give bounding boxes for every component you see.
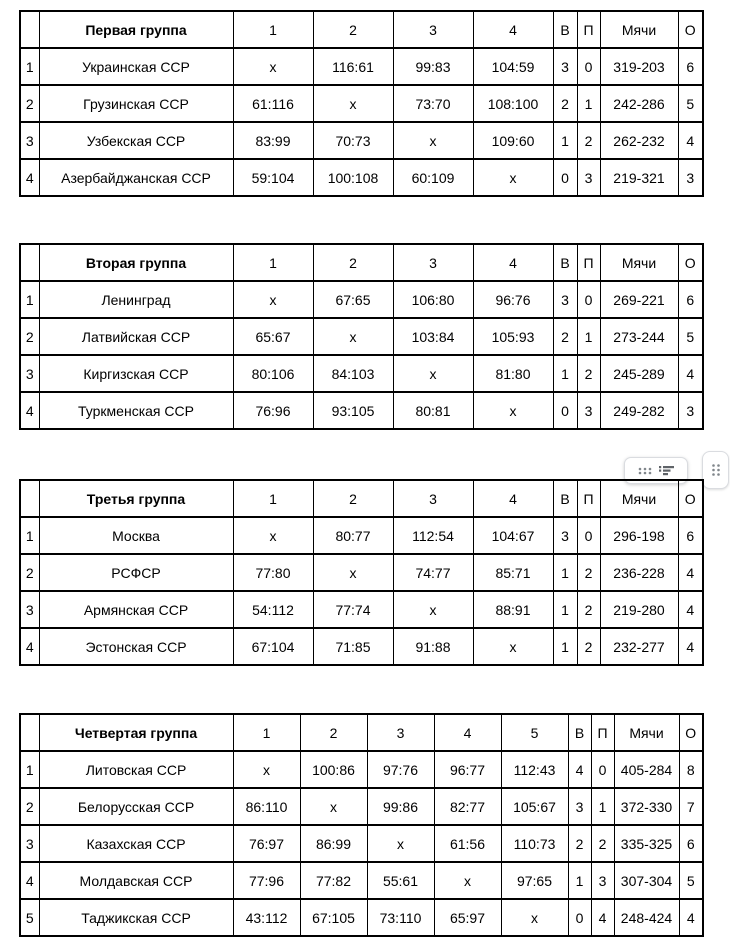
points-cell[interactable]: 4 bbox=[678, 122, 703, 159]
losses-col-header[interactable]: П bbox=[577, 244, 600, 281]
points-cell[interactable]: 3 bbox=[678, 159, 703, 196]
losses-cell[interactable]: 0 bbox=[591, 751, 614, 788]
team-row bbox=[20, 85, 703, 122]
team-name[interactable]: Азербайджанская ССР bbox=[39, 159, 233, 196]
row-number[interactable]: 2 bbox=[20, 318, 39, 355]
row-number[interactable]: 2 bbox=[20, 554, 39, 591]
balls-cell[interactable]: 405-284 bbox=[614, 751, 679, 788]
opponent-col-header-1[interactable]: 1 bbox=[233, 714, 300, 751]
row-number[interactable]: 2 bbox=[20, 85, 39, 122]
header-row bbox=[20, 244, 703, 281]
score-cell[interactable]: x bbox=[393, 122, 473, 159]
team-row bbox=[20, 281, 703, 318]
score-cell[interactable]: 97:65 bbox=[501, 862, 568, 899]
points-cell[interactable]: 6 bbox=[679, 825, 703, 862]
score-cell[interactable]: x bbox=[313, 85, 393, 122]
score-cell[interactable]: x bbox=[473, 628, 553, 665]
score-cell[interactable]: 70:73 bbox=[313, 122, 393, 159]
score-cell[interactable]: 99:86 bbox=[367, 788, 434, 825]
score-cell[interactable]: 103:84 bbox=[393, 318, 473, 355]
team-row bbox=[20, 318, 703, 355]
team-name[interactable]: Эстонская ССР bbox=[39, 628, 233, 665]
team-name[interactable]: Украинская ССР bbox=[39, 48, 233, 85]
balls-cell[interactable]: 296-198 bbox=[600, 517, 678, 554]
score-cell[interactable]: x bbox=[501, 899, 568, 936]
header-row bbox=[20, 11, 703, 48]
losses-cell[interactable]: 2 bbox=[577, 628, 600, 665]
team-row bbox=[20, 862, 703, 899]
score-cell[interactable]: x bbox=[434, 862, 501, 899]
opponent-col-header-3[interactable]: 3 bbox=[367, 714, 434, 751]
score-cell[interactable]: 104:67 bbox=[473, 517, 553, 554]
wins-cell[interactable]: 3 bbox=[553, 517, 577, 554]
balls-col-header[interactable]: Мячи bbox=[600, 244, 678, 281]
score-cell[interactable]: 60:109 bbox=[393, 159, 473, 196]
team-row bbox=[20, 355, 703, 392]
opponent-col-header-4[interactable]: 4 bbox=[473, 480, 553, 517]
score-cell[interactable]: 112:43 bbox=[501, 751, 568, 788]
score-cell[interactable]: 76:97 bbox=[233, 825, 300, 862]
losses-cell[interactable]: 1 bbox=[577, 85, 600, 122]
score-cell[interactable]: 77:96 bbox=[233, 862, 300, 899]
score-cell[interactable]: 82:77 bbox=[434, 788, 501, 825]
score-cell[interactable]: x bbox=[313, 318, 393, 355]
opponent-col-header-4[interactable]: 4 bbox=[473, 244, 553, 281]
score-cell[interactable]: 65:97 bbox=[434, 899, 501, 936]
group-table-2 bbox=[19, 243, 704, 430]
balls-cell[interactable]: 245-289 bbox=[600, 355, 678, 392]
team-row bbox=[20, 159, 703, 196]
wins-col-header[interactable]: В bbox=[553, 480, 577, 517]
points-cell[interactable]: 6 bbox=[678, 48, 703, 85]
losses-cell[interactable]: 2 bbox=[577, 122, 600, 159]
score-cell[interactable]: 85:71 bbox=[473, 554, 553, 591]
score-cell[interactable]: 74:77 bbox=[393, 554, 473, 591]
wins-cell[interactable]: 2 bbox=[568, 825, 591, 862]
row-number[interactable]: 4 bbox=[20, 628, 39, 665]
team-row bbox=[20, 591, 703, 628]
score-cell[interactable]: x bbox=[367, 825, 434, 862]
losses-cell[interactable]: 3 bbox=[577, 159, 600, 196]
score-cell[interactable]: 97:76 bbox=[367, 751, 434, 788]
points-cell[interactable]: 4 bbox=[678, 554, 703, 591]
score-cell[interactable]: 73:110 bbox=[367, 899, 434, 936]
losses-col-header[interactable]: П bbox=[591, 714, 614, 751]
score-cell[interactable]: 43:112 bbox=[233, 899, 300, 936]
points-cell[interactable]: 5 bbox=[678, 318, 703, 355]
balls-cell[interactable]: 307-304 bbox=[614, 862, 679, 899]
score-cell[interactable]: 100:86 bbox=[300, 751, 367, 788]
losses-cell[interactable]: 2 bbox=[577, 355, 600, 392]
team-name[interactable]: Молдавская ССР bbox=[39, 862, 233, 899]
losses-cell[interactable]: 2 bbox=[577, 554, 600, 591]
wins-cell[interactable]: 1 bbox=[568, 862, 591, 899]
score-cell[interactable]: 104:59 bbox=[473, 48, 553, 85]
points-cell[interactable]: 4 bbox=[678, 591, 703, 628]
losses-col-header[interactable]: П bbox=[577, 480, 600, 517]
opponent-col-header-5[interactable]: 5 bbox=[501, 714, 568, 751]
score-cell[interactable]: 86:99 bbox=[300, 825, 367, 862]
opponent-col-header-2[interactable]: 2 bbox=[300, 714, 367, 751]
opponent-col-header-2[interactable]: 2 bbox=[313, 480, 393, 517]
group-table-1 bbox=[19, 10, 704, 197]
score-cell[interactable]: 55:61 bbox=[367, 862, 434, 899]
score-cell[interactable]: 61:116 bbox=[233, 85, 313, 122]
corner-cell[interactable] bbox=[20, 714, 39, 751]
wins-cell[interactable]: 3 bbox=[553, 48, 577, 85]
group-table-3 bbox=[19, 479, 704, 666]
points-cell[interactable]: 7 bbox=[679, 788, 703, 825]
score-cell[interactable]: 67:105 bbox=[300, 899, 367, 936]
wins-cell[interactable]: 2 bbox=[553, 85, 577, 122]
group-title[interactable]: Первая группа bbox=[39, 11, 233, 48]
score-cell[interactable]: 77:82 bbox=[300, 862, 367, 899]
score-cell[interactable]: 77:80 bbox=[233, 554, 313, 591]
score-cell[interactable]: x bbox=[473, 392, 553, 429]
wins-col-header[interactable]: В bbox=[553, 11, 577, 48]
losses-cell[interactable]: 2 bbox=[591, 825, 614, 862]
opponent-col-header-1[interactable]: 1 bbox=[233, 480, 313, 517]
row-number[interactable]: 3 bbox=[20, 122, 39, 159]
score-cell[interactable]: 86:110 bbox=[233, 788, 300, 825]
drag-handle-icon bbox=[638, 467, 652, 475]
score-cell[interactable]: 54:112 bbox=[233, 591, 313, 628]
opponent-col-header-4[interactable]: 4 bbox=[434, 714, 501, 751]
header-row bbox=[20, 480, 703, 517]
score-cell[interactable]: 59:104 bbox=[233, 159, 313, 196]
group-title[interactable]: Четвертая группа bbox=[39, 714, 233, 751]
wins-cell[interactable]: 1 bbox=[553, 628, 577, 665]
team-row bbox=[20, 48, 703, 85]
wins-cell[interactable]: 4 bbox=[568, 751, 591, 788]
team-name[interactable]: Туркменская ССР bbox=[39, 392, 233, 429]
balls-col-header[interactable]: Мячи bbox=[614, 714, 679, 751]
score-cell[interactable]: 77:74 bbox=[313, 591, 393, 628]
table-drag-button[interactable] bbox=[702, 451, 729, 489]
row-number[interactable]: 1 bbox=[20, 281, 39, 318]
score-cell[interactable]: 93:105 bbox=[313, 392, 393, 429]
team-row bbox=[20, 122, 703, 159]
wins-cell[interactable]: 0 bbox=[568, 899, 591, 936]
row-number[interactable]: 4 bbox=[20, 862, 39, 899]
score-cell[interactable]: x bbox=[233, 751, 300, 788]
losses-cell[interactable]: 4 bbox=[591, 899, 614, 936]
team-name[interactable]: Белорусская ССР bbox=[39, 788, 233, 825]
row-number[interactable]: 3 bbox=[20, 825, 39, 862]
score-cell[interactable]: x bbox=[473, 159, 553, 196]
team-name[interactable]: Литовская ССР bbox=[39, 751, 233, 788]
group-table-4 bbox=[19, 713, 704, 937]
wins-cell[interactable]: 3 bbox=[553, 281, 577, 318]
score-cell[interactable]: 83:99 bbox=[233, 122, 313, 159]
points-cell[interactable]: 3 bbox=[678, 392, 703, 429]
score-cell[interactable]: 105:67 bbox=[501, 788, 568, 825]
team-row bbox=[20, 628, 703, 665]
score-cell[interactable]: x bbox=[300, 788, 367, 825]
score-cell[interactable]: 109:60 bbox=[473, 122, 553, 159]
score-cell[interactable]: x bbox=[393, 591, 473, 628]
losses-cell[interactable]: 3 bbox=[591, 862, 614, 899]
row-number[interactable]: 5 bbox=[20, 899, 39, 936]
losses-cell[interactable]: 3 bbox=[577, 392, 600, 429]
team-name[interactable]: Казахская ССР bbox=[39, 825, 233, 862]
balls-cell[interactable]: 249-282 bbox=[600, 392, 678, 429]
score-cell[interactable]: 100:108 bbox=[313, 159, 393, 196]
team-name[interactable]: Узбекская ССР bbox=[39, 122, 233, 159]
score-cell[interactable]: 84:103 bbox=[313, 355, 393, 392]
balls-cell[interactable]: 372-330 bbox=[614, 788, 679, 825]
balls-cell[interactable]: 219-321 bbox=[600, 159, 678, 196]
team-name[interactable]: Армянская ССР bbox=[39, 591, 233, 628]
points-cell[interactable]: 4 bbox=[679, 899, 703, 936]
row-number[interactable]: 4 bbox=[20, 392, 39, 429]
row-number[interactable]: 1 bbox=[20, 751, 39, 788]
balls-cell[interactable]: 335-325 bbox=[614, 825, 679, 862]
losses-cell[interactable]: 2 bbox=[577, 591, 600, 628]
drag-handle-icon bbox=[711, 463, 721, 477]
wins-cell[interactable]: 0 bbox=[553, 159, 577, 196]
team-row bbox=[20, 517, 703, 554]
balls-cell[interactable]: 319-203 bbox=[600, 48, 678, 85]
team-row bbox=[20, 392, 703, 429]
points-cell[interactable]: 6 bbox=[678, 517, 703, 554]
points-col-header[interactable]: О bbox=[678, 11, 703, 48]
team-name[interactable]: Латвийская ССР bbox=[39, 318, 233, 355]
score-cell[interactable]: x bbox=[233, 517, 313, 554]
balls-cell[interactable]: 248-424 bbox=[614, 899, 679, 936]
team-row bbox=[20, 751, 703, 788]
score-cell[interactable]: 81:80 bbox=[473, 355, 553, 392]
balls-col-header[interactable]: Мячи bbox=[600, 11, 678, 48]
row-number[interactable]: 3 bbox=[20, 591, 39, 628]
score-cell[interactable]: 80:106 bbox=[233, 355, 313, 392]
wins-col-header[interactable]: В bbox=[553, 244, 577, 281]
wins-cell[interactable]: 1 bbox=[553, 122, 577, 159]
table-options-icon bbox=[659, 465, 674, 476]
team-row bbox=[20, 825, 703, 862]
balls-cell[interactable]: 242-286 bbox=[600, 85, 678, 122]
team-name[interactable]: Киргизская ССР bbox=[39, 355, 233, 392]
header-row bbox=[20, 714, 703, 751]
score-cell[interactable]: x bbox=[233, 48, 313, 85]
points-col-header[interactable]: О bbox=[678, 480, 703, 517]
score-cell[interactable]: 88:91 bbox=[473, 591, 553, 628]
corner-cell[interactable] bbox=[20, 480, 39, 517]
points-cell[interactable]: 6 bbox=[678, 281, 703, 318]
opponent-col-header-3[interactable]: 3 bbox=[393, 11, 473, 48]
row-number[interactable]: 1 bbox=[20, 48, 39, 85]
score-cell[interactable]: x bbox=[393, 355, 473, 392]
losses-cell[interactable]: 0 bbox=[577, 281, 600, 318]
wins-cell[interactable]: 1 bbox=[553, 554, 577, 591]
wins-col-header[interactable]: В bbox=[568, 714, 591, 751]
wins-cell[interactable]: 1 bbox=[553, 355, 577, 392]
team-name[interactable]: Ленинград bbox=[39, 281, 233, 318]
corner-cell[interactable] bbox=[20, 244, 39, 281]
score-cell[interactable]: 73:70 bbox=[393, 85, 473, 122]
score-cell[interactable]: 116:61 bbox=[313, 48, 393, 85]
opponent-col-header-2[interactable]: 2 bbox=[313, 244, 393, 281]
score-cell[interactable]: 105:93 bbox=[473, 318, 553, 355]
team-name[interactable]: Грузинская ССР bbox=[39, 85, 233, 122]
points-cell[interactable]: 4 bbox=[678, 628, 703, 665]
score-cell[interactable]: 67:65 bbox=[313, 281, 393, 318]
opponent-col-header-1[interactable]: 1 bbox=[233, 244, 313, 281]
opponent-col-header-1[interactable]: 1 bbox=[233, 11, 313, 48]
balls-cell[interactable]: 236-228 bbox=[600, 554, 678, 591]
losses-col-header[interactable]: П bbox=[577, 11, 600, 48]
score-cell[interactable]: 108:100 bbox=[473, 85, 553, 122]
score-cell[interactable]: 67:104 bbox=[233, 628, 313, 665]
balls-col-header[interactable]: Мячи bbox=[600, 480, 678, 517]
score-cell[interactable]: 91:88 bbox=[393, 628, 473, 665]
score-cell[interactable]: 96:77 bbox=[434, 751, 501, 788]
group-title[interactable]: Вторая группа bbox=[39, 244, 233, 281]
score-cell[interactable]: 65:67 bbox=[233, 318, 313, 355]
balls-cell[interactable]: 273-244 bbox=[600, 318, 678, 355]
points-col-header[interactable]: О bbox=[679, 714, 703, 751]
score-cell[interactable]: 61:56 bbox=[434, 825, 501, 862]
team-row bbox=[20, 554, 703, 591]
score-cell[interactable]: x bbox=[313, 554, 393, 591]
balls-cell[interactable]: 269-221 bbox=[600, 281, 678, 318]
score-cell[interactable]: 96:76 bbox=[473, 281, 553, 318]
row-number[interactable]: 1 bbox=[20, 517, 39, 554]
opponent-col-header-3[interactable]: 3 bbox=[393, 480, 473, 517]
score-cell[interactable]: 99:83 bbox=[393, 48, 473, 85]
row-number[interactable]: 2 bbox=[20, 788, 39, 825]
wins-cell[interactable]: 0 bbox=[553, 392, 577, 429]
wins-cell[interactable]: 2 bbox=[553, 318, 577, 355]
opponent-col-header-4[interactable]: 4 bbox=[473, 11, 553, 48]
wins-cell[interactable]: 3 bbox=[568, 788, 591, 825]
group-title[interactable]: Третья группа bbox=[39, 480, 233, 517]
balls-cell[interactable]: 219-280 bbox=[600, 591, 678, 628]
points-cell[interactable]: 8 bbox=[679, 751, 703, 788]
losses-cell[interactable]: 1 bbox=[591, 788, 614, 825]
points-cell[interactable]: 5 bbox=[678, 85, 703, 122]
score-cell[interactable]: 106:80 bbox=[393, 281, 473, 318]
points-cell[interactable]: 5 bbox=[679, 862, 703, 899]
score-cell[interactable]: 80:81 bbox=[393, 392, 473, 429]
points-col-header[interactable]: О bbox=[678, 244, 703, 281]
losses-cell[interactable]: 1 bbox=[577, 318, 600, 355]
score-cell[interactable]: 112:54 bbox=[393, 517, 473, 554]
balls-cell[interactable]: 262-232 bbox=[600, 122, 678, 159]
balls-cell[interactable]: 232-277 bbox=[600, 628, 678, 665]
team-name[interactable]: Москва bbox=[39, 517, 233, 554]
points-cell[interactable]: 4 bbox=[678, 355, 703, 392]
row-number[interactable]: 3 bbox=[20, 355, 39, 392]
team-row bbox=[20, 788, 703, 825]
score-cell[interactable]: x bbox=[233, 281, 313, 318]
score-cell[interactable]: 110:73 bbox=[501, 825, 568, 862]
opponent-col-header-3[interactable]: 3 bbox=[393, 244, 473, 281]
team-name[interactable]: РСФСР bbox=[39, 554, 233, 591]
losses-cell[interactable]: 0 bbox=[577, 48, 600, 85]
score-cell[interactable]: 80:77 bbox=[313, 517, 393, 554]
losses-cell[interactable]: 0 bbox=[577, 517, 600, 554]
team-name[interactable]: Таджикская ССР bbox=[39, 899, 233, 936]
row-number[interactable]: 4 bbox=[20, 159, 39, 196]
opponent-col-header-2[interactable]: 2 bbox=[313, 11, 393, 48]
team-row bbox=[20, 899, 703, 936]
score-cell[interactable]: 71:85 bbox=[313, 628, 393, 665]
wins-cell[interactable]: 1 bbox=[553, 591, 577, 628]
score-cell[interactable]: 76:96 bbox=[233, 392, 313, 429]
corner-cell[interactable] bbox=[20, 11, 39, 48]
